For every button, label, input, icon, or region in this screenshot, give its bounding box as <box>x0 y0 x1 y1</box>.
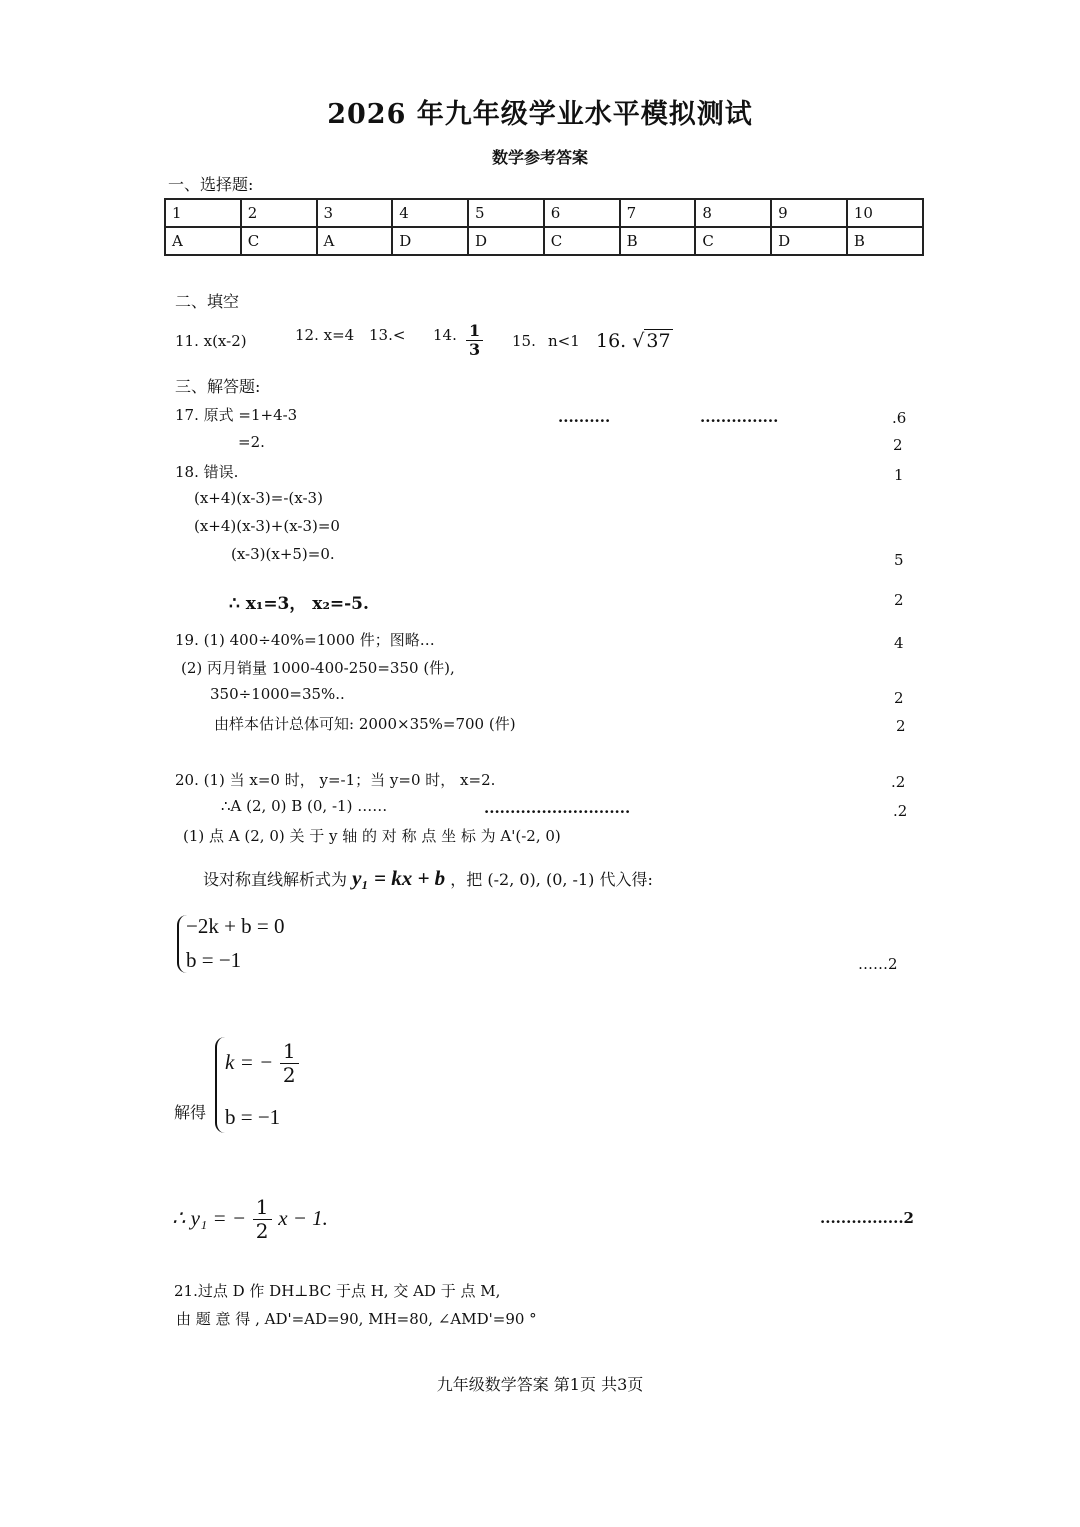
answer-table-answer-row <box>165 227 923 255</box>
table-cell: 6 <box>544 199 620 227</box>
q19-line3: 350÷1000=35%.. <box>210 685 345 703</box>
answer-16-label: 16. <box>596 330 627 352</box>
q19-score1: 4 <box>894 634 904 652</box>
q20-line2: ∴A (2, 0) B (0, -1) …… <box>221 797 388 815</box>
answer-15: n<1 <box>548 332 580 350</box>
final-suffix: x − 1. <box>278 1206 328 1230</box>
sqrt-radicand: 37 <box>646 330 671 352</box>
table-cell: C <box>241 227 317 255</box>
q20-solve-label: 解得 <box>174 1103 207 1122</box>
solution-k <box>225 1040 299 1087</box>
table-cell: B <box>620 227 696 255</box>
section3-heading: 三、解答题: <box>175 377 261 396</box>
fraction-denominator: 2 <box>255 1219 269 1243</box>
sqrt-symbol: √ <box>632 330 645 352</box>
q20-score1: .2 <box>891 773 906 791</box>
q18-score1: 1 <box>894 466 904 484</box>
fraction-numerator: 1 <box>466 322 483 341</box>
solution-brace <box>215 1037 225 1133</box>
q20-line4-prefix: 设对称直线解析式为 <box>203 870 348 889</box>
solution-b: b = −1 <box>225 1105 281 1129</box>
table-cell: C <box>695 227 771 255</box>
fraction-numerator: 1 <box>253 1196 272 1220</box>
q18-line5: ∴ x₁=3， x₂=-5. <box>229 594 369 614</box>
answer-table <box>164 198 924 256</box>
q19-line2: (2) 丙月销量 1000-400-250=350 (件), <box>181 659 455 677</box>
q20-final <box>172 1196 328 1243</box>
table-cell: 8 <box>695 199 771 227</box>
solution-k-lhs: k = − <box>225 1050 274 1074</box>
q20-dots2: ............................ <box>484 799 631 817</box>
q17-score2: 2 <box>893 436 903 454</box>
q18-line1: 18. 错误. <box>175 463 239 481</box>
fraction-numerator: 1 <box>280 1040 299 1064</box>
answer-16 <box>596 330 673 352</box>
q20-line4-suffix: ，把 (-2, 0), (0, -1) 代入得: <box>450 870 653 889</box>
table-cell: A <box>165 227 241 255</box>
table-cell: 1 <box>165 199 241 227</box>
table-cell: 4 <box>392 199 468 227</box>
page-title: 2026 年九年级学业水平模拟测试 <box>327 99 753 130</box>
table-cell: 2 <box>241 199 317 227</box>
answer-11: 11. x(x-2) <box>175 332 247 350</box>
answer-14-fraction <box>466 322 483 360</box>
q20-score2: .2 <box>893 802 908 820</box>
table-cell: D <box>392 227 468 255</box>
fraction-denominator: 3 <box>469 340 481 360</box>
q21-line2: 由 题 意 得 , AD'=AD=90, MH=80, ∠AMD'=90 ° <box>176 1310 537 1328</box>
q19-line4: 由样本估计总体可知: 2000×35%=700 (件) <box>214 715 516 733</box>
answer-12: 12. x=4 <box>295 326 355 344</box>
q19-score2: 2 <box>894 689 904 707</box>
table-cell: D <box>771 227 847 255</box>
table-cell: 3 <box>317 199 393 227</box>
table-cell: D <box>468 227 544 255</box>
q17-dots2: ............... <box>700 408 779 426</box>
q20-score4: ................2 <box>820 1209 914 1227</box>
q17-score1: .6 <box>892 409 907 427</box>
table-cell: 5 <box>468 199 544 227</box>
q20-line1: 20. (1) 当 x=0 时， y=-1；当 y=0 时， x=2. <box>175 771 496 789</box>
table-cell: C <box>544 227 620 255</box>
system-eq1: −2k + b = 0 <box>186 914 285 938</box>
q18-score3: 2 <box>894 591 904 609</box>
table-cell: 10 <box>847 199 923 227</box>
page-footer: 九年级数学答案 第1页 共3页 <box>436 1375 644 1394</box>
final-prefix: ∴ y₁ = − <box>172 1206 247 1230</box>
system-eq2: b = −1 <box>186 948 242 972</box>
table-cell: 7 <box>620 199 696 227</box>
answer-table-number-row <box>165 199 923 227</box>
q18-line4: (x-3)(x+5)=0. <box>231 545 335 563</box>
answer-15-label: 15. <box>512 332 536 350</box>
answer-14-label: 14. <box>433 326 457 344</box>
section2-heading: 二、填空 <box>175 292 240 311</box>
q17-line1: 17. 原式 =1+4-3 <box>175 406 298 424</box>
q20-score3: ……2 <box>858 955 898 973</box>
q20-line3: (1) 点 A (2, 0) 关 于 y 轴 的 对 称 点 坐 标 为 A'(-2, 0) <box>183 827 561 845</box>
q20-line4 <box>203 866 653 891</box>
q18-score2: 5 <box>894 551 904 569</box>
page-subtitle: 数学参考答案 <box>491 148 588 167</box>
fraction-denominator: 2 <box>282 1063 296 1087</box>
table-cell: B <box>847 227 923 255</box>
table-cell: A <box>317 227 393 255</box>
section1-heading: 一、选择题: <box>168 175 254 194</box>
table-cell: 9 <box>771 199 847 227</box>
q19-line1: 19. (1) 400÷40%=1000 件；图略… <box>175 631 435 649</box>
q17-line2: =2. <box>238 433 265 451</box>
q18-line2: (x+4)(x-3)=-(x-3) <box>194 489 323 507</box>
q17-dots1: .......... <box>558 408 611 426</box>
answer-13: 13.< <box>369 326 406 344</box>
q19-score3: 2 <box>896 717 906 735</box>
q20-line4-equation: y₁ = kx + b <box>352 866 446 890</box>
q21-line1: 21.过点 D 作 DH⊥BC 于点 H, 交 AD 于 点 M, <box>174 1282 501 1300</box>
q18-line3: (x+4)(x-3)+(x-3)=0 <box>194 517 340 535</box>
